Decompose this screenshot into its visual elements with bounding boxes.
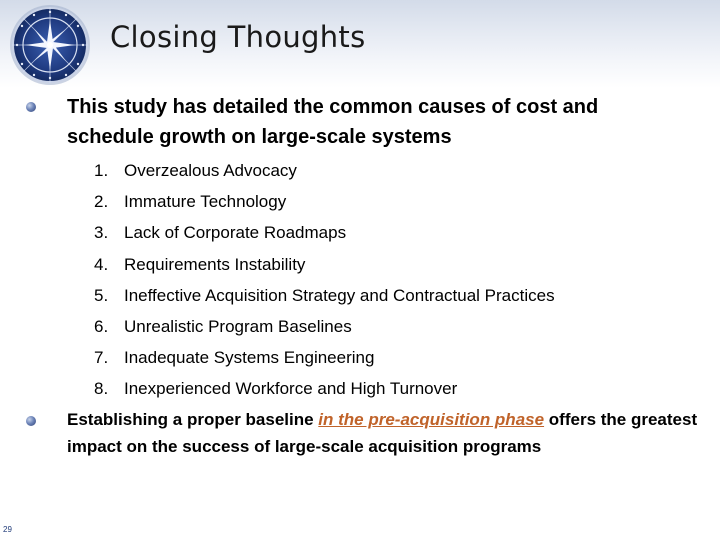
list-item: [94, 249, 555, 280]
list-item: [94, 373, 555, 404]
item-number: 8.: [94, 379, 109, 399]
list-item: [94, 217, 555, 248]
page-number: 29: [3, 525, 12, 534]
item-text: Lack of Corporate Roadmaps: [124, 223, 347, 243]
list-item: [94, 155, 555, 186]
highlight-phrase: in the pre-acquisition phase: [318, 410, 545, 429]
seal-logo-icon: [4, 2, 96, 88]
item-number: 3.: [94, 223, 109, 243]
item-text: Overzealous Advocacy: [124, 161, 297, 180]
item-text: Ineffective Acquisition Strategy and Contractual Practices: [124, 285, 555, 305]
item-number: 7.: [94, 348, 109, 368]
slide-title: Closing Thoughts: [110, 20, 366, 54]
list-item: [94, 342, 555, 373]
closing-before: Establishing a proper baseline: [67, 410, 319, 429]
list-item: [94, 186, 555, 217]
bullet-icon: [26, 416, 36, 426]
item-number: 2.: [94, 192, 109, 212]
intro-text: This study has detailed the common causes of cost and schedule growth on large-scale systems: [67, 96, 599, 148]
list-item: [94, 311, 555, 342]
bullet-icon: [26, 102, 36, 112]
item-text: Inadequate Systems Engineering: [124, 348, 375, 368]
item-number: 5.: [94, 285, 109, 305]
item-number: 6.: [94, 316, 109, 336]
item-text: Unrealistic Program Baselines: [124, 316, 352, 336]
item-text: Immature Technology: [124, 192, 287, 212]
list-item: [94, 280, 555, 311]
causes-list: [94, 155, 555, 405]
item-text: Inexperienced Workforce and High Turnover: [124, 379, 458, 399]
item-number: 4.: [94, 254, 109, 274]
closing-after: offers the greatest impact on the success of large-scale acquisition programs: [67, 410, 698, 456]
item-text: Requirements Instability: [124, 254, 306, 274]
closing-text: [67, 406, 707, 460]
item-number: 1.: [94, 161, 109, 180]
